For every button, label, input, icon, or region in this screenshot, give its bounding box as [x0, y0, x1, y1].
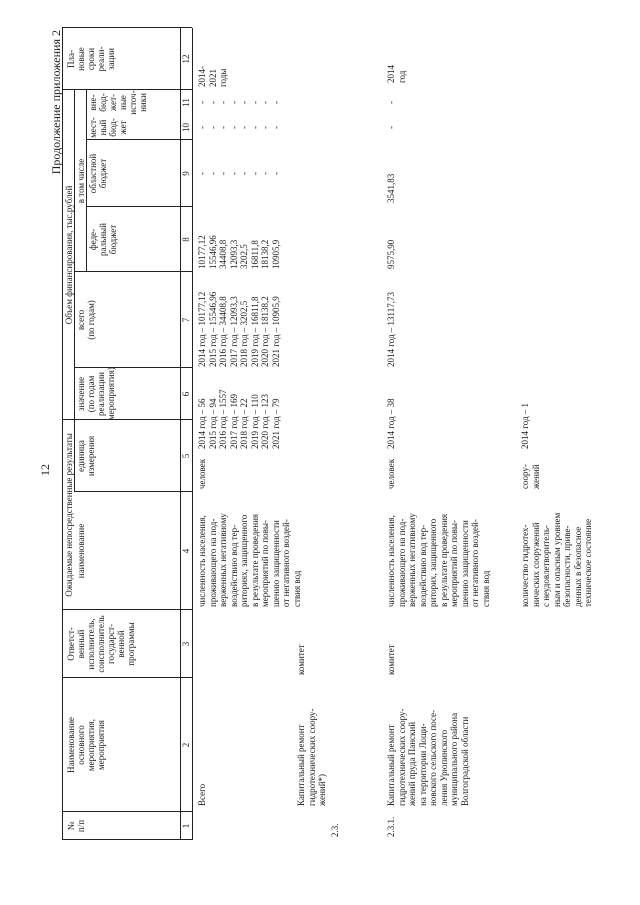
header-executor: Ответст- венный исполнитель, соисполнитель государст- венной программы	[66, 615, 136, 673]
col-number: 2	[181, 742, 191, 748]
header-event-name: Наименование основного мероприятия, мероприятия	[66, 716, 106, 774]
total-row-timeline: 2014- 2021 годы	[197, 66, 228, 87]
col-number: 12	[181, 54, 191, 64]
col-number: 1	[181, 823, 191, 829]
row-2-3-1-unit-people: человек	[386, 458, 396, 489]
col-number: 8	[181, 237, 191, 242]
header-expected-results: Ожидаемые непосредственные результаты	[64, 433, 74, 597]
header-no: № п/п	[66, 819, 86, 833]
col-number: 9	[181, 171, 191, 176]
row-2-3-1-regional: 3541,83	[386, 173, 396, 203]
total-row-external: - - - - - - - -	[197, 101, 281, 104]
col-number: 11	[181, 98, 191, 107]
col-number: 4	[181, 548, 191, 554]
col-number: 6	[181, 391, 191, 397]
row-2-3-number: 2.3.	[330, 823, 340, 837]
col-number: 3	[181, 641, 191, 647]
row-2-3-1-indicator-structures: количество гидротех- нических сооружений с неудовлетворитель- ным и опасным уровнем безопасности, приве- денных в безопасное техническое состояние	[520, 512, 593, 607]
row-2-3-1-indicator-population: численность населения, проживающего на под- верженных негативному воздействию вод тер- риторих, защищенного в результате проведения мероприятий по повы- шению защищенности от негативного воздей- ствия вод	[386, 513, 491, 607]
row-2-3-1-local: -	[386, 126, 396, 129]
total-row-indicator: численность населения, проживающего на под- верженных негативному воздействию вод тер- риториях, защищенного в результате проведения мероприятий по повы- шению защищенности от негативного воздей- ствия вод	[197, 513, 302, 607]
total-row-regional: - - - - - - - -	[197, 172, 281, 175]
total-row-funding: 2014 год – 10177,12 2015 год – 15546,96 2016 год – 34408,8 2017 год – 12093,3 2018 год – 3202,5 2019 год – 16811,8 2020 год – 18138,2 2021 год – 10905,9	[197, 291, 281, 367]
header-funding: Объем финансирования, тыс.рублей	[64, 185, 74, 325]
total-row-name: Всего	[197, 783, 207, 806]
header-regional: областной бюджет	[88, 153, 108, 194]
col-number: 5	[181, 453, 191, 459]
row-2-3-1-funding: 2014 год – 13117,73	[386, 292, 396, 367]
header-result-value: значение (по годам реализации мероприятия)	[76, 367, 116, 420]
col-number: 10	[181, 123, 191, 132]
header-including: в том числе	[76, 158, 86, 204]
header-timeline: Пла- новые сроки реали- зации	[66, 46, 116, 72]
page-number: 12	[38, 464, 52, 476]
header-federal: феде- ральный бюджет	[88, 223, 118, 256]
row-2-3-1-unit-structures: соору- жений	[520, 464, 541, 489]
total-row-values: 2014 год – 56 2015 год – 94 2016 год – 1557 2017 год – 169 2018 год – 22 2019 год – 110 2020 год – 123 2021 год – 79	[197, 389, 281, 449]
header-local: мест- ный бюд- жет	[88, 117, 128, 138]
row-2-3-name: Капитальный ремонт гидротехнических соору- жений*)	[296, 708, 327, 806]
row-2-3-1-name: Капитальный ремонт гидротехнических соору- жений пруда Панский на территории Лощи- новского сельского посе- ления Урюпинского муниципального района Волгоградской области	[386, 708, 470, 806]
header-unit: единица измерения	[76, 435, 96, 477]
row-2-3-1-federal: 9575,90	[386, 239, 396, 269]
header-total-by-years: всего (по годам)	[76, 300, 96, 340]
continuation-title: Продолжение приложения 2	[49, 30, 63, 175]
row-2-3-1-executor: комитет	[386, 644, 396, 675]
row-2-3-1-external: -	[386, 101, 396, 104]
col-number: 7	[181, 317, 191, 323]
row-2-3-executor: комитет	[296, 644, 306, 675]
row-2-3-1-value-structures: 2014 год – 1	[520, 402, 530, 449]
row-2-3-1-number: 2.3.1.	[386, 816, 396, 837]
row-2-3-1-timeline: 2014 год	[386, 65, 407, 83]
row-2-3-1-value-people: 2014 год – 38	[386, 398, 396, 449]
total-row-local: - - - - - - - -	[197, 126, 281, 129]
header-result-name: наименование	[76, 523, 86, 579]
total-row-federal: 10177,12 15546,96 34408,8 12093,3 3202,5 16811,8 18138,2 10905,9	[197, 235, 281, 269]
header-external: вне- бюд- жет- ные источ- ники	[88, 90, 148, 115]
total-row-unit: человек	[197, 458, 207, 489]
